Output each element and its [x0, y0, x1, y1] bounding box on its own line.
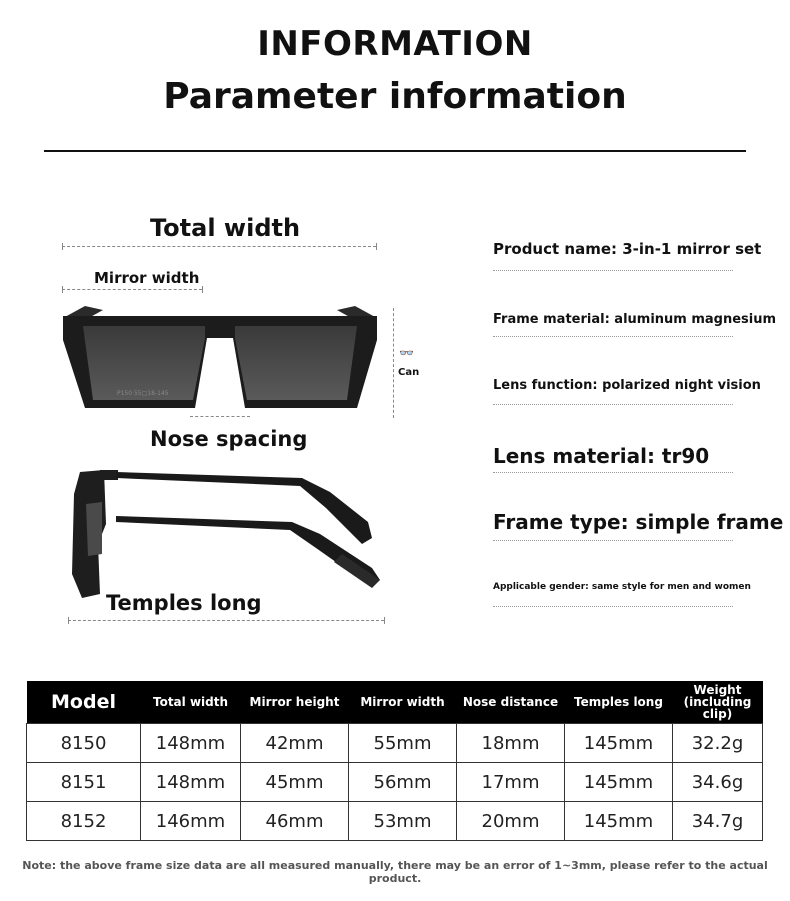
- mirror-width-dimension-line: [62, 289, 202, 290]
- table-cell-weight: 34.7g: [673, 802, 763, 841]
- table-cell-model: 8152: [27, 802, 141, 841]
- table-header-mirror-width: Mirror width: [349, 681, 457, 724]
- nose-spacing-label: Nose spacing: [150, 427, 308, 451]
- mirror-height-glyph: 👓: [399, 346, 414, 360]
- table-cell-mirror-height: 46mm: [241, 802, 349, 841]
- table-header-nose-distance: Nose distance: [457, 681, 565, 724]
- spec-divider: [493, 606, 733, 607]
- table-cell-mirror-width: 56mm: [349, 763, 457, 802]
- total-width-dimension-line: [62, 246, 376, 247]
- table-cell-total-width: 148mm: [141, 724, 241, 763]
- table-cell-temples-long: 145mm: [565, 763, 673, 802]
- lens-imprint: P150 55□18-145: [117, 390, 169, 397]
- spec-lens-function: Lens function: polarized night vision: [493, 378, 761, 393]
- table-cell-mirror-width: 53mm: [349, 802, 457, 841]
- table-header-mirror-height: Mirror height: [241, 681, 349, 724]
- page-title: INFORMATION: [257, 24, 533, 64]
- spec-lens-material: Lens material: tr90: [493, 444, 710, 468]
- temples-long-label: Temples long: [106, 591, 262, 615]
- table-header-total-width: Total width: [141, 681, 241, 724]
- mirror-width-tick-left: [62, 286, 63, 293]
- title-divider: [44, 150, 746, 152]
- table-row: [27, 724, 763, 763]
- table-cell-mirror-height: 45mm: [241, 763, 349, 802]
- table-cell-nose-distance: 20mm: [457, 802, 565, 841]
- mirror-width-tick-right: [202, 286, 203, 293]
- table-header-temples-long: Temples long: [565, 681, 673, 724]
- total-width-tick-left: [62, 243, 63, 250]
- page-subtitle: Parameter information: [163, 76, 627, 117]
- table-cell-total-width: 146mm: [141, 802, 241, 841]
- nose-spacing-dimension-line: [190, 416, 250, 417]
- temples-long-tick-right: [384, 617, 385, 624]
- temples-long-dimension-line: [68, 620, 384, 621]
- table-cell-mirror-height: 42mm: [241, 724, 349, 763]
- model-spec-table: [26, 681, 763, 841]
- total-width-label: Total width: [150, 214, 301, 242]
- spec-divider: [493, 404, 733, 405]
- mirror-width-label: Mirror width: [94, 269, 200, 287]
- mirror-height-dimension-line: [393, 308, 394, 418]
- table-cell-temples-long: 145mm: [565, 724, 673, 763]
- table-cell-mirror-width: 55mm: [349, 724, 457, 763]
- table-cell-total-width: 148mm: [141, 763, 241, 802]
- table-header-row: [27, 681, 763, 724]
- spec-frame-material: Frame material: aluminum magnesium: [493, 312, 777, 327]
- table-cell-weight: 34.6g: [673, 763, 763, 802]
- table-cell-temples-long: 145mm: [565, 802, 673, 841]
- measurement-note: Note: the above frame size data are all measured manually, there may be an error of 1~3mm, please refer to the actual product.: [22, 859, 768, 885]
- table-cell-weight: 32.2g: [673, 724, 763, 763]
- spec-divider: [493, 540, 733, 541]
- spec-divider: [493, 270, 733, 271]
- spec-divider: [493, 336, 733, 337]
- table-header-weight: Weight (including clip): [673, 681, 763, 724]
- spec-product-name: Product name: 3-in-1 mirror set: [493, 240, 762, 258]
- spec-applicable-gender: Applicable gender: same style for men and women: [493, 582, 751, 592]
- spec-frame-type: Frame type: simple frame: [493, 510, 784, 534]
- table-row: [27, 763, 763, 802]
- table-cell-nose-distance: 17mm: [457, 763, 565, 802]
- table-cell-model: 8151: [27, 763, 141, 802]
- temples-long-tick-left: [68, 617, 69, 624]
- table-row: [27, 802, 763, 841]
- spec-divider: [493, 472, 733, 473]
- mirror-height-label: Can: [398, 367, 420, 378]
- glasses-side-image: [62, 464, 392, 604]
- table-header-model: Model: [27, 681, 141, 724]
- table-cell-nose-distance: 18mm: [457, 724, 565, 763]
- table-cell-model: 8150: [27, 724, 141, 763]
- total-width-tick-right: [376, 243, 377, 250]
- glasses-front-image: [55, 298, 385, 420]
